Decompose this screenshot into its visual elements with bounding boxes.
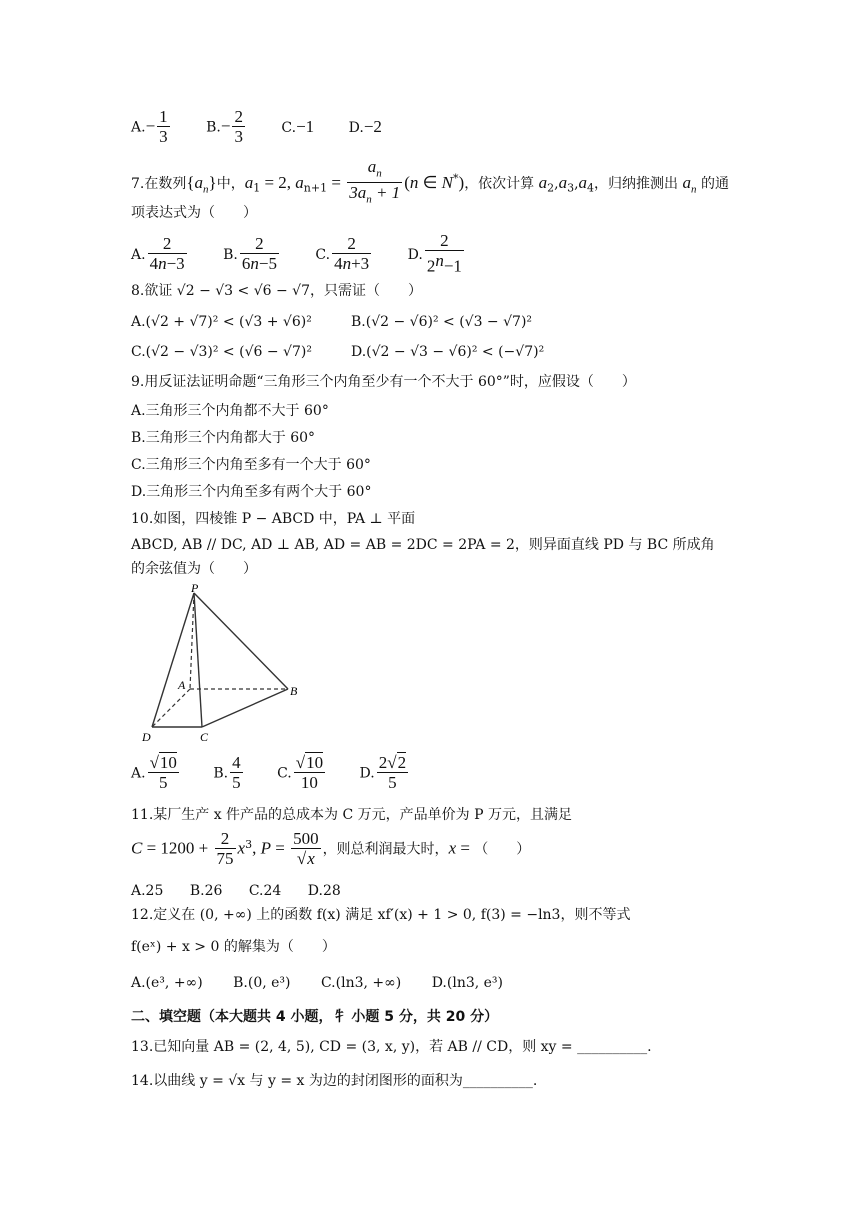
q7-stem-line2: 项表达式为（ ） bbox=[131, 205, 257, 221]
q11-option-d: D.28 bbox=[307, 883, 341, 899]
q12-stem-line2: f(eˣ) + x > 0 的解集为（ ） bbox=[131, 939, 336, 955]
q11-option-a: A.25 bbox=[131, 883, 164, 899]
q7-option-d: D. $\frac{2}{2^n-1}$ bbox=[407, 231, 462, 276]
q6-option-b: B.− $\frac{2}{3}$ bbox=[206, 107, 243, 146]
q10-option-a: A. $\frac{√10}{5}$ bbox=[131, 753, 177, 792]
q7-option-c: C. $\frac{2}{4n+3}$ bbox=[315, 233, 370, 273]
q10-option-b: B. $\frac{4}{5}$ bbox=[213, 753, 241, 792]
edge-pc bbox=[194, 593, 202, 727]
q12-option-d: D.(ln3, e³) bbox=[431, 975, 504, 991]
q7-options bbox=[131, 232, 496, 278]
q12-options bbox=[131, 974, 533, 992]
edge-cb bbox=[202, 689, 288, 727]
q12-stem-line1: 12.定义在 (0, +∞) 上的函数 f(x) 满足 xf′(x) + 1 > 0, f(3) = −ln3，则不等式 bbox=[131, 907, 631, 923]
q6-options bbox=[131, 108, 412, 147]
q10-options bbox=[131, 754, 440, 793]
q9-option-b: B.三角形三个内角都大于 60° bbox=[131, 430, 316, 446]
q12-option-a: A.(e³, +∞) bbox=[131, 975, 203, 991]
q9-option-a: A.三角形三个内角都不大于 60° bbox=[131, 403, 329, 419]
label-d: D bbox=[142, 730, 151, 743]
q10-option-d: D. $\frac{2√2}{5}$ bbox=[359, 753, 407, 792]
q10-stem-line3: 的余弦值为（ ） bbox=[131, 561, 257, 577]
q11-stem-line2: C = 1200 + $\frac{2}{75}$ $x^3$, P = $\frac{500}{√x}$ ，则总利润最大时，x = （ ） bbox=[131, 829, 531, 868]
q9-option-d: D.三角形三个内角至多有两个大于 60° bbox=[131, 484, 372, 500]
edge-pb bbox=[194, 593, 288, 689]
q6-option-d: D.−2 bbox=[348, 116, 382, 136]
pyramid-figure bbox=[138, 583, 308, 743]
q9-option-c: C.三角形三个内角至多有一个大于 60° bbox=[131, 457, 371, 473]
q11-option-c: C.24 bbox=[248, 883, 282, 899]
q12-option-c: C.(ln3, +∞) bbox=[320, 975, 402, 991]
label-a: A bbox=[178, 678, 186, 692]
q10-stem-line1: 10.如图，四棱锥 P − ABCD 中，PA ⊥ 平面 bbox=[131, 511, 416, 527]
q14-stem: 14.以曲线 y = √x 与 y = x 为边的封闭图形的面积为__________. bbox=[131, 1073, 538, 1089]
q10-option-c: C. $\frac{√10}{10}$ bbox=[277, 753, 324, 792]
q8-option-b: B.(√2 − √6)² < (√3 − √7)² bbox=[351, 314, 533, 330]
q8-options-row2 bbox=[131, 343, 544, 361]
q6-option-a: A.− $\frac{1}{3}$ bbox=[131, 107, 168, 146]
q8-option-d: D.(√2 − √3 − √6)² < (−√7)² bbox=[351, 344, 545, 360]
q11-stem-line1: 11.某厂生产 x 件产品的总成本为 C 万元，产品单价为 P 万元，且满足 bbox=[131, 807, 572, 823]
q12-option-b: B.(0, e³) bbox=[233, 975, 291, 991]
edge-pd bbox=[152, 593, 194, 727]
q13-stem: 13.已知向量 AB = (2, 4, 5), CD = (3, x, y)，若 AB // CD，则 xy = __________. bbox=[131, 1039, 652, 1055]
q11-options bbox=[131, 882, 371, 900]
label-c: C bbox=[200, 730, 209, 743]
section-fill-in-heading: 二、填空题（本大题共 4 小题，牜 小题 5 分，共 20 分） bbox=[131, 1009, 499, 1025]
q7-stem-line1: 7.在数列$\{a_n\}$中，$a_1 = 2$, $a_{n+1}$ = $\frac{a_n}{3a_n + 1}$ (n ∈ N*)，依次计算 $a_2,a_3,a_4$，归纳推测出 $a_n$ 的通 bbox=[131, 157, 729, 206]
q6-option-c: C.−1 bbox=[281, 116, 315, 136]
q10-stem-line2: ABCD, AB // DC, AD ⊥ AB, AD = AB = 2DC = 2PA = 2，则异面直线 PD 与 BC 所成角 bbox=[131, 537, 715, 553]
q8-option-a: A.(√2 + √7)² < (√3 + √6)² bbox=[131, 314, 312, 330]
edge-pa bbox=[190, 593, 194, 689]
q7-option-b: B. $\frac{2}{6n-5}$ bbox=[223, 233, 277, 273]
q11-option-b: B.26 bbox=[189, 883, 223, 899]
q8-option-c: C.(√2 − √3)² < (√6 − √7)² bbox=[131, 344, 312, 360]
q8-stem: 8.欲证 √2 − √3 < √6 − √7，只需证（ ） bbox=[131, 283, 423, 299]
q9-stem: 9.用反证法证明命题“三角形三个内角至少有一个不大于 60°”时，应假设（ ） bbox=[131, 374, 636, 390]
label-b: B bbox=[290, 684, 298, 698]
label-p: P bbox=[191, 583, 199, 595]
q8-options-row1 bbox=[131, 313, 532, 331]
q7-option-a: A. $\frac{2}{4n-3}$ bbox=[131, 233, 185, 273]
